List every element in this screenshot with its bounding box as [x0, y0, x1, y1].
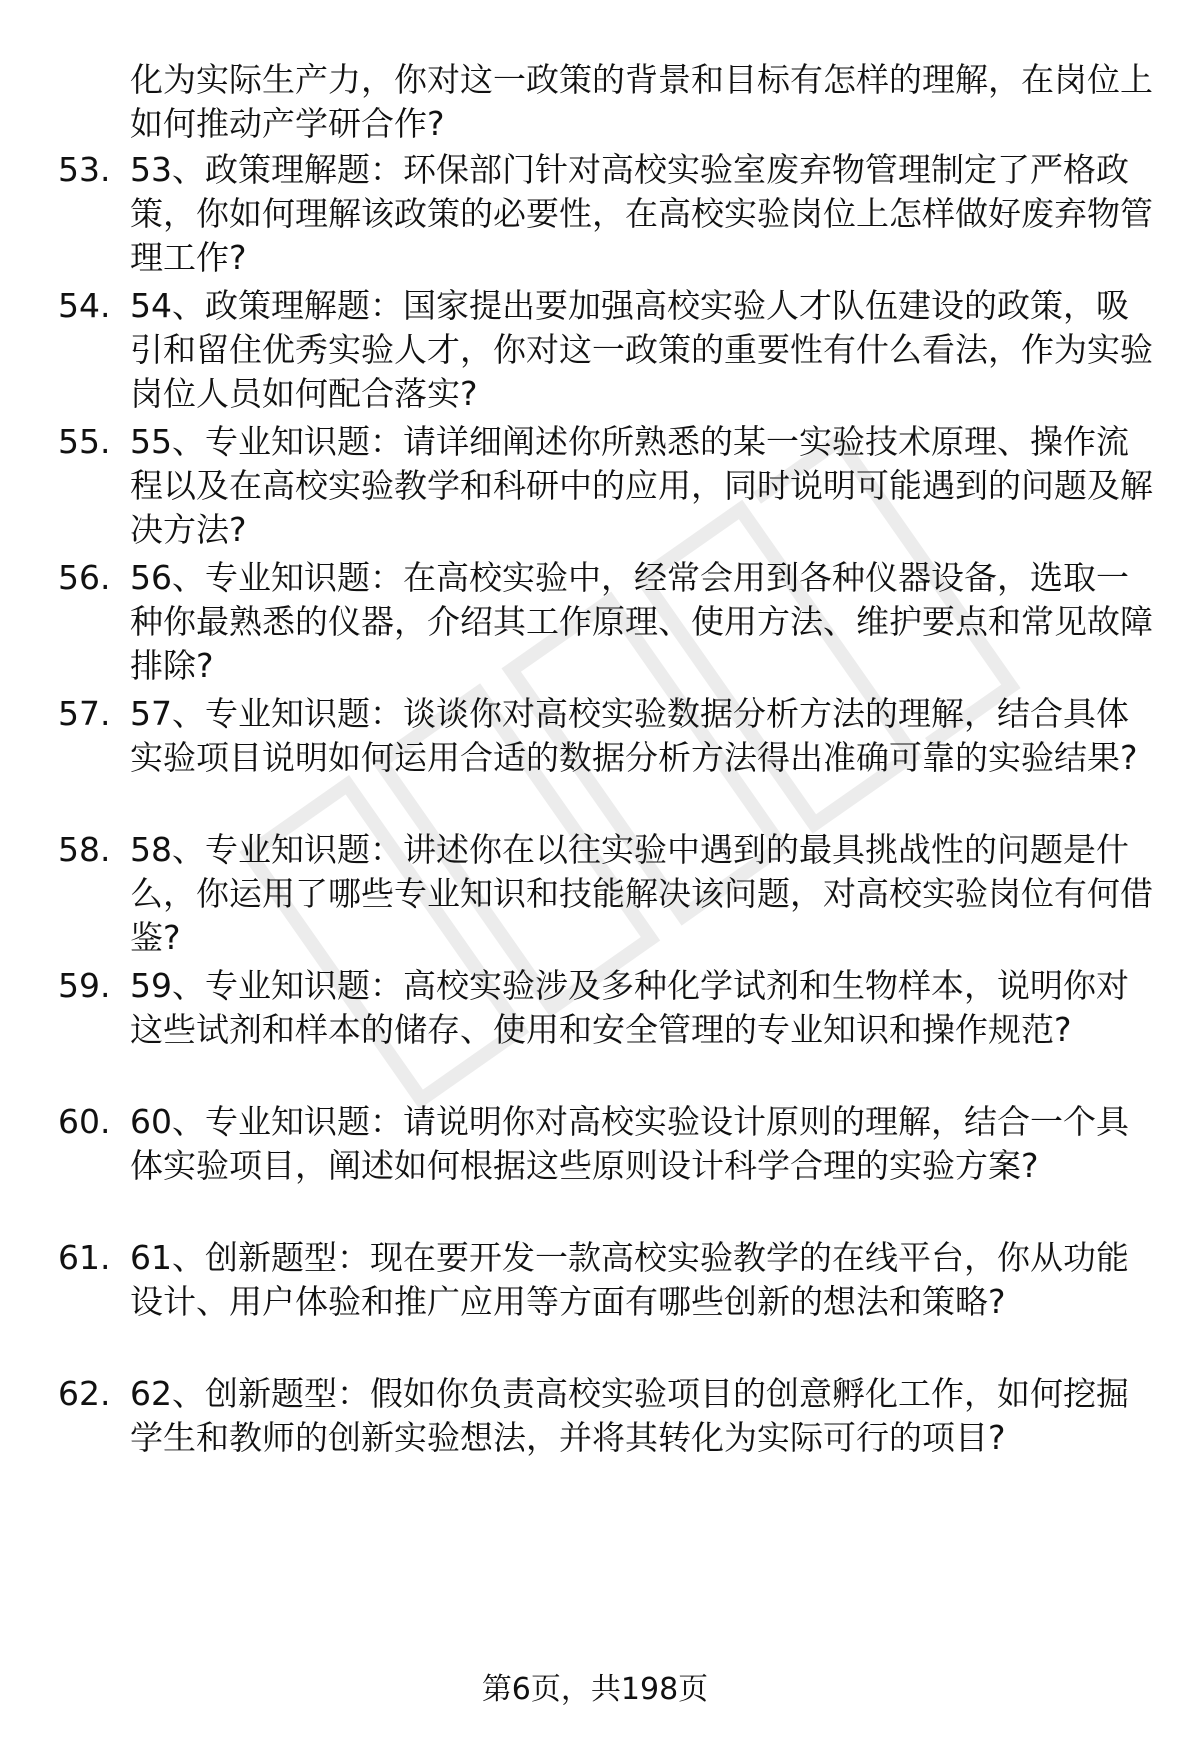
- question-number: 54.: [58, 286, 111, 325]
- question-number: 61.: [58, 1238, 111, 1277]
- question-text: 59、专业知识题：高校实验涉及多种化学试剂和生物样本，说明你对这些试剂和样本的储存、使用和安全管理的专业知识和操作规范?: [130, 966, 1129, 1049]
- lead-paragraph: 化为实际生产力，你对这一政策的背景和目标有怎样的理解，在岗位上如何推动产学研合作?: [130, 60, 1153, 143]
- question-number: 59.: [58, 966, 111, 1005]
- question-text: 57、专业知识题：谈谈你对高校实验数据分析方法的理解，结合具体实验项目说明如何运用合适的数据分析方法得出准确可靠的实验结果?: [130, 694, 1138, 777]
- question-number: 62.: [58, 1374, 111, 1413]
- question-text: 56、专业知识题：在高校实验中，经常会用到各种仪器设备，选取一种你最熟悉的仪器，介绍其工作原理、使用方法、维护要点和常见故障排除?: [130, 558, 1153, 685]
- question-number: 58.: [58, 830, 111, 869]
- question-number: 60.: [58, 1102, 111, 1141]
- question-number: 57.: [58, 694, 111, 733]
- question-number: 56.: [58, 558, 111, 597]
- question-number: 55.: [58, 422, 111, 461]
- question-text: 55、专业知识题：请详细阐述你所熟悉的某一实验技术原理、操作流程以及在高校实验教学和科研中的应用，同时说明可能遇到的问题及解决方法?: [130, 422, 1153, 549]
- page-footer: 第6页，共198页: [481, 1672, 709, 1707]
- question-text: 58、专业知识题：讲述你在以往实验中遇到的最具挑战性的问题是什么，你运用了哪些专业知识和技能解决该问题，对高校实验岗位有何借鉴?: [130, 830, 1153, 957]
- question-text: 54、政策理解题：国家提出要加强高校实验人才队伍建设的政策，吸引和留住优秀实验人才，你对这一政策的重要性有什么看法，作为实验岗位人员如何配合落实?: [130, 286, 1153, 413]
- question-text: 61、创新题型：现在要开发一款高校实验教学的在线平台，你从功能设计、用户体验和推广应用等方面有哪些创新的想法和策略?: [130, 1238, 1129, 1321]
- question-number: 53.: [58, 150, 111, 189]
- question-text: 60、专业知识题：请说明你对高校实验设计原则的理解，结合一个具体实验项目，阐述如何根据这些原则设计科学合理的实验方案?: [130, 1102, 1129, 1185]
- question-text: 53、政策理解题：环保部门针对高校实验室废弃物管理制定了严格政策，你如何理解该政策的必要性，在高校实验岗位上怎样做好废弃物管理工作?: [130, 150, 1153, 277]
- question-text: 62、创新题型：假如你负责高校实验项目的创意孵化工作，如何挖掘学生和教师的创新实验想法，并将其转化为实际可行的项目?: [130, 1374, 1129, 1457]
